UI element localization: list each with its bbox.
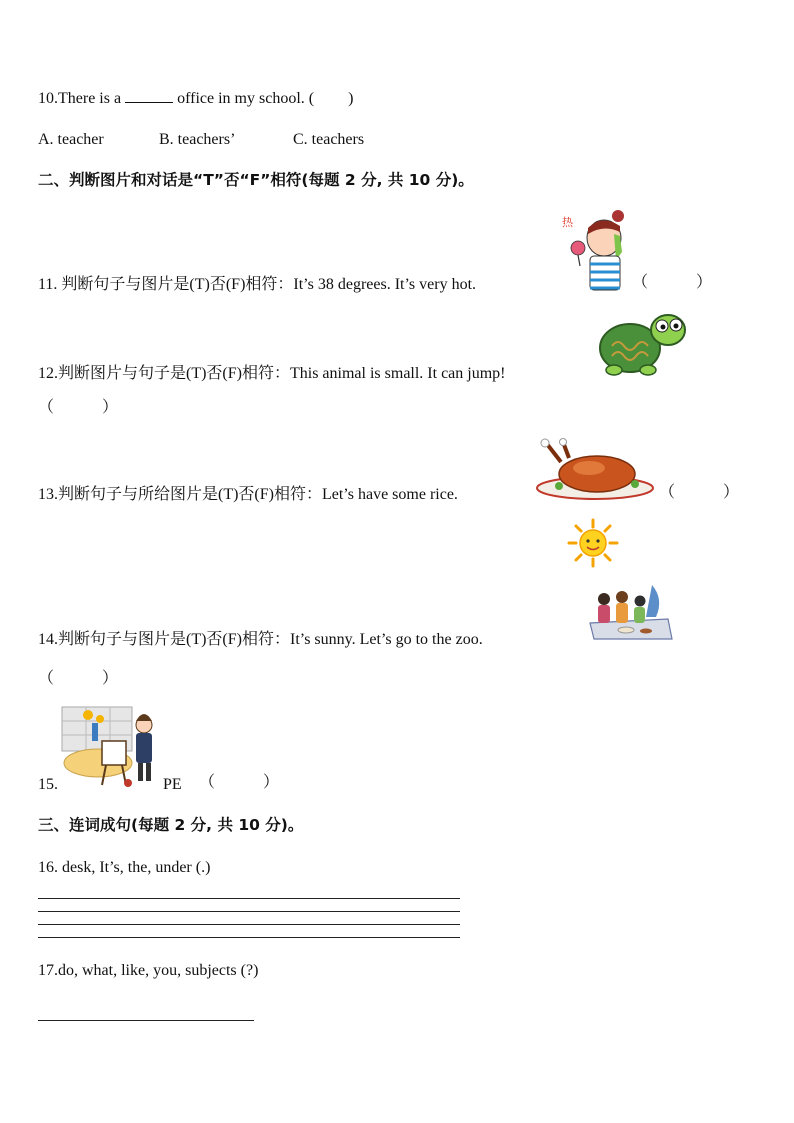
q16-answer-line-1[interactable] bbox=[38, 898, 460, 899]
q10-answer-blank[interactable] bbox=[125, 88, 173, 103]
section-3-title: 三、连词成句(每题 2 分, 共 10 分)。 bbox=[38, 816, 304, 834]
q14-answer-paren[interactable]: （ ） bbox=[38, 670, 119, 687]
painter-teacher bbox=[136, 733, 152, 763]
q10-option-b[interactable]: B. teachers’ bbox=[159, 131, 236, 148]
q13-answer-paren[interactable]: （ ） bbox=[659, 484, 740, 501]
turtle-image bbox=[598, 308, 688, 378]
hand-fan bbox=[571, 241, 585, 255]
person-1 bbox=[598, 605, 610, 623]
question-13: 13.判断句子与所给图片是(T)否(F)相符：Let’s have some rice. bbox=[38, 486, 458, 503]
person-2 bbox=[616, 603, 628, 623]
sunflower bbox=[83, 710, 93, 720]
q16-answer-line-4[interactable] bbox=[38, 937, 460, 938]
sun-face bbox=[580, 530, 606, 556]
q16-answer-line-3[interactable] bbox=[38, 924, 460, 925]
q10-option-c[interactable]: C. teachers bbox=[293, 131, 365, 148]
question-11: 11. 判断句子与图片是(T)否(F)相符：It’s 38 degrees. It’s very hot. bbox=[38, 276, 477, 293]
question-10 bbox=[38, 88, 353, 109]
person-3 bbox=[634, 607, 645, 623]
q15-answer-paren[interactable]: （ ） bbox=[199, 774, 280, 791]
q10-text-after: office in my school. ( bbox=[177, 90, 315, 107]
q10-paren-close: ) bbox=[348, 90, 354, 107]
q11-answer-paren[interactable]: （ ） bbox=[632, 274, 713, 291]
hot-girl-image bbox=[558, 208, 632, 294]
q12-answer-paren[interactable]: （ ） bbox=[38, 399, 119, 416]
q17-answer-line[interactable] bbox=[38, 1020, 254, 1021]
q10-text-before: 10.There is a bbox=[38, 90, 122, 107]
q10-option-a[interactable]: A. teacher bbox=[38, 131, 104, 148]
question-12: 12.判断图片与句子是(T)否(F)相符：This animal is small. It can jump! bbox=[38, 365, 506, 382]
hair-bun bbox=[612, 210, 624, 222]
section-2-title: 二、判断图片和对话是“T”否“F”相符(每题 2 分, 共 10 分)。 bbox=[38, 171, 474, 189]
question-16: 16. desk, It’s, the, under (.) bbox=[38, 859, 211, 876]
question-17: 17.do, what, like, you, subjects (?) bbox=[38, 962, 259, 979]
art-class-image bbox=[58, 703, 160, 789]
sun-image bbox=[566, 518, 620, 568]
easel-canvas bbox=[102, 741, 126, 765]
q16-answer-line-2[interactable] bbox=[38, 911, 460, 912]
roast-chicken-image bbox=[535, 438, 655, 502]
picnic-image bbox=[588, 583, 674, 641]
q15-number: 15. bbox=[38, 776, 58, 793]
question-14: 14.判断句子与图片是(T)否(F)相符：It’s sunny. Let’s go to the zoo. bbox=[38, 631, 483, 648]
tree bbox=[646, 585, 659, 617]
hot-label: 热 bbox=[562, 216, 573, 229]
q15-word: PE bbox=[163, 776, 182, 793]
